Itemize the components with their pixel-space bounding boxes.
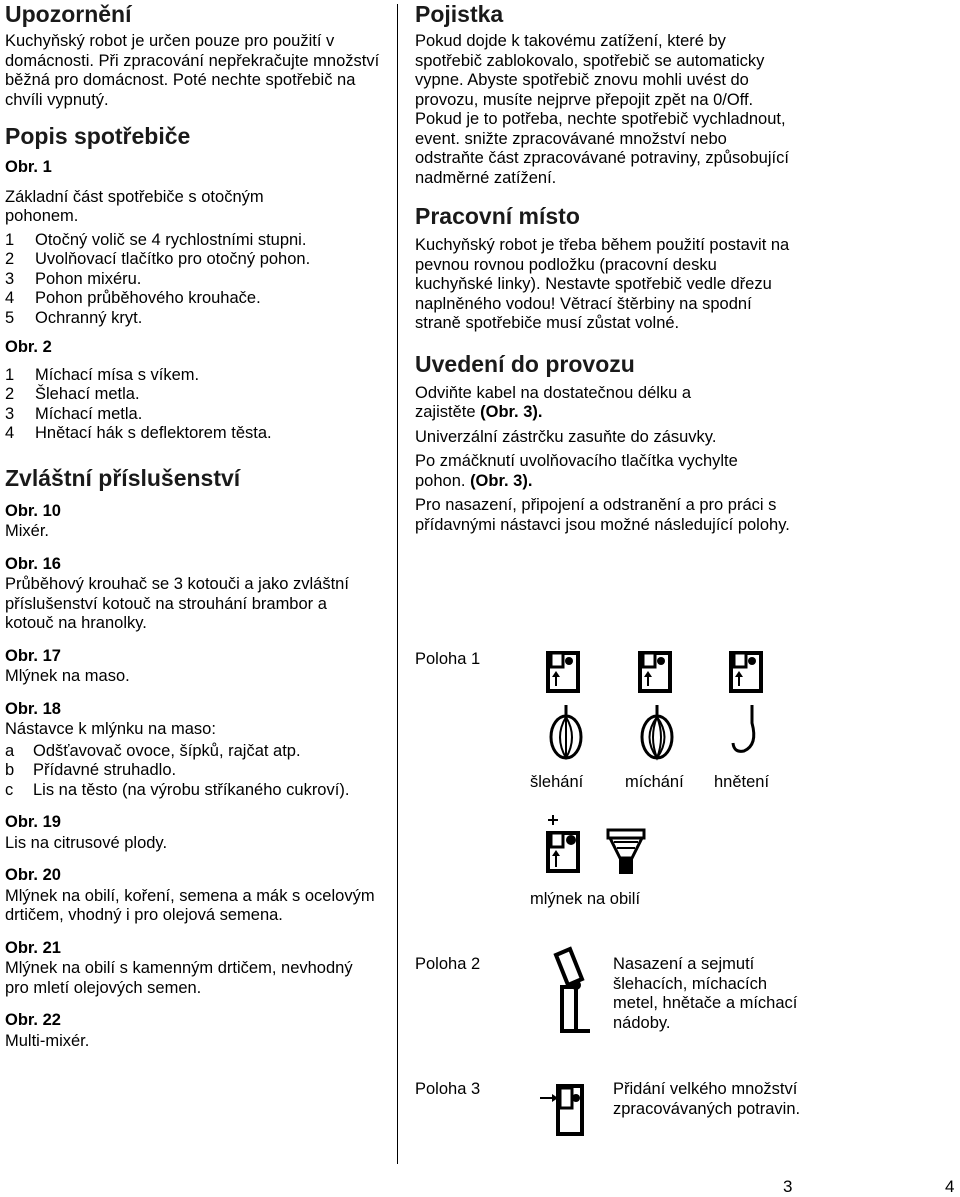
list-item-number: c xyxy=(5,780,14,799)
list-item-number: 3 xyxy=(5,269,15,288)
appliance-position1-icon xyxy=(637,650,677,696)
list-item-number: 2 xyxy=(5,250,15,268)
tool-label-kneading: hnětení xyxy=(714,773,770,791)
tool-label-whipping: šlehání xyxy=(530,773,584,791)
startup-heading: Uvedení do provozu xyxy=(415,350,635,377)
fig22-label: Obr. 22 xyxy=(5,1011,61,1029)
column-divider xyxy=(397,4,398,1164)
page-number-left: 3 xyxy=(783,1177,793,1196)
fig20-text: Mlýnek na obilí, koření, semena a mák s ocelovým drtičem, vhodný i pro olejová semena. xyxy=(5,886,375,924)
list-item xyxy=(5,231,380,251)
fig10-label: Obr. 10 xyxy=(5,501,61,520)
list-item-text: Pohon mixéru. xyxy=(35,269,142,288)
list-item-text: Šlehací metla. xyxy=(35,385,140,403)
tool-label-mixing: míchání xyxy=(625,773,684,791)
list-item-number: 4 xyxy=(5,289,15,307)
description-heading: Popis spotřebiče xyxy=(5,123,191,149)
list-item xyxy=(5,405,380,425)
grain-grinder-icon xyxy=(606,828,646,878)
startup-p1 xyxy=(415,384,755,423)
fig21-text: Mlýnek na obilí s kamenným drtičem, nevhodný pro mletí olejových semen. xyxy=(5,959,353,997)
fig1-intro: Základní část spotřebiče s otočným pohonem. xyxy=(5,187,264,225)
list-item xyxy=(5,761,380,781)
startup-p1-text: Odviňte kabel na dostatečnou délku a zajistěte xyxy=(415,383,692,421)
list-item-number: 5 xyxy=(5,308,15,327)
list-item-text: Ochranný kryt. xyxy=(35,308,143,327)
position1-label: Poloha 1 xyxy=(415,650,481,668)
fig1-list xyxy=(5,231,380,329)
fig18-list xyxy=(5,742,380,801)
fig16-label: Obr. 16 xyxy=(5,554,61,573)
list-item-text: Míchací mísa s víkem. xyxy=(35,365,200,384)
list-item xyxy=(5,250,380,270)
startup-p3-text: Po zmáčknutí uvolňovacího tlačítka vychylte pohon. xyxy=(415,452,738,490)
list-item-number: b xyxy=(5,761,15,779)
startup-p4: Pro nasazení, připojení a odstranění a pro práci s přídavnými nástavci jsou možné následující polohy. xyxy=(415,496,790,534)
list-item-text: Uvolňovací tlačítko pro otočný pohon. xyxy=(35,250,311,268)
list-item-text: Přídavné struhadlo. xyxy=(33,761,177,779)
dough-hook-icon xyxy=(728,705,768,763)
list-item xyxy=(5,385,380,405)
fig17-text: Mlýnek na maso. xyxy=(5,667,130,685)
fig2-list xyxy=(5,366,380,444)
fig18-label: Obr. 18 xyxy=(5,699,61,718)
list-item-text: Lis na těsto (na výrobu stříkaného cukroví). xyxy=(33,780,350,799)
fuse-text: Pokud dojde k takovému zatížení, které by spotřebič zablokovalo, spotřebič se automaticky vypne. Abyste spotřebič znovu mohli uvést do provozu, musíte nejprve přepojit zpět na 0/Off. Pokud je to potřeba, nechte spotřebič vychladnout, event. snižte zpracovávané množství nebo odstraňte část zpracovávané potraviny, způsobující nadměrné zatížení. xyxy=(415,32,789,187)
list-item xyxy=(5,742,380,762)
grinder-label: mlýnek na obilí xyxy=(530,890,641,908)
position2-description: Nasazení a sejmutí šlehacích, míchacích metel, hnětače a míchací nádoby. xyxy=(613,955,798,1032)
position2-label: Poloha 2 xyxy=(415,955,481,973)
warning-heading: Upozornění xyxy=(5,1,132,27)
startup-p1-ref: (Obr. 3). xyxy=(480,403,543,421)
list-item xyxy=(5,781,380,801)
fig10-text: Mixér. xyxy=(5,522,50,540)
list-item-number: 4 xyxy=(5,424,15,442)
beater-icon xyxy=(637,705,677,763)
fig19-text: Lis na citrusové plody. xyxy=(5,833,168,852)
fig16-text: Průběhový krouhač se 3 kotouči a jako zvláštní příslušenství kotouč na strouhání brambor a kotouč na hranolky. xyxy=(5,575,349,632)
list-item-text: Míchací metla. xyxy=(35,404,143,423)
list-item-text: Pohon průběhového krouhače. xyxy=(35,289,261,307)
appliance-add-ingredients-icon xyxy=(540,1082,590,1138)
fig18-text: Nástavce k mlýnku na maso: xyxy=(5,720,216,738)
page-number-right: 4 xyxy=(945,1177,955,1196)
fig19-label: Obr. 19 xyxy=(5,813,61,831)
list-item-text: Hnětací hák s deflektorem těsta. xyxy=(35,424,272,442)
list-item-number: 3 xyxy=(5,404,15,423)
position3-label: Poloha 3 xyxy=(415,1080,481,1098)
list-item-number: 2 xyxy=(5,385,15,403)
left-column xyxy=(5,0,380,1051)
list-item-number: a xyxy=(5,741,15,760)
list-item-text: Otočný volič se 4 rychlostními stupni. xyxy=(35,230,307,249)
list-item xyxy=(5,424,380,444)
fig2-label: Obr. 2 xyxy=(5,338,52,356)
list-item-number: 1 xyxy=(5,365,15,384)
fig20-label: Obr. 20 xyxy=(5,866,61,884)
warning-text: Kuchyňský robot je určen pouze pro použití v domácnosti. Při zpracování nepřekračujte množství běžná pro domácnost. Poté nechte spotřebič na chvíli vypnutý. xyxy=(5,32,380,109)
appliance-position1-icon xyxy=(545,650,585,696)
startup-p3-ref: (Obr. 3). xyxy=(470,471,533,490)
fig22-text: Multi-mixér. xyxy=(5,1031,90,1050)
right-column xyxy=(415,0,795,535)
list-item xyxy=(5,309,380,329)
startup-p2: Univerzální zástrčku zasuňte do zásuvky. xyxy=(415,427,717,446)
appliance-tilted-icon xyxy=(550,945,595,1035)
appliance-position1-icon xyxy=(728,650,768,696)
position3-description: Přidání velkého množství zpracovávaných potravin. xyxy=(613,1080,801,1118)
workplace-heading: Pracovní místo xyxy=(415,203,580,229)
list-item xyxy=(5,366,380,386)
whisk-icon xyxy=(546,705,586,763)
fig17-label: Obr. 17 xyxy=(5,646,61,665)
list-item xyxy=(5,289,380,309)
list-item xyxy=(5,270,380,290)
accessories-heading: Zvláštní příslušenství xyxy=(5,464,241,491)
startup-p3 xyxy=(415,452,745,491)
list-item-number: 1 xyxy=(5,230,15,249)
fig1-label: Obr. 1 xyxy=(5,158,52,176)
fig21-label: Obr. 21 xyxy=(5,938,61,957)
list-item-text: Odšťavovač ovoce, šípků, rajčat atp. xyxy=(33,741,301,760)
workplace-text: Kuchyňský robot je třeba během použití postavit na pevnou rovnou podložku (pracovní desku kuchyňské linky). Nestavte spotřebič vedle dřezu naplněného vodou! Větrací štěrbiny na spodní straně spotřebiče musí zůstat volné. xyxy=(415,236,790,332)
appliance-grinder-icon xyxy=(545,815,590,877)
fuse-heading: Pojistka xyxy=(415,1,504,27)
